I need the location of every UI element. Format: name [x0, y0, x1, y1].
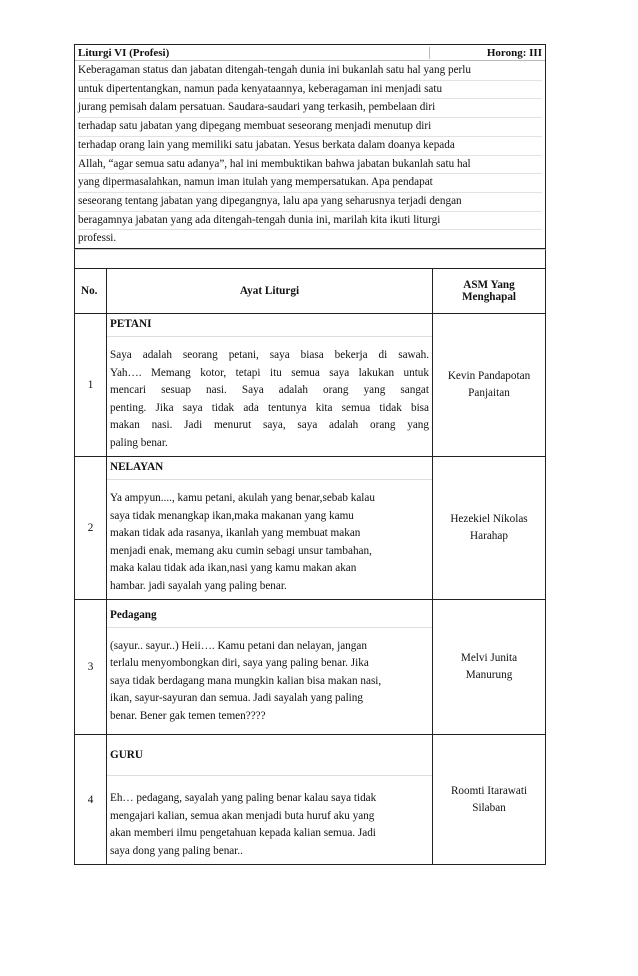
- col-header-asm: [433, 269, 546, 314]
- row-number: 4: [75, 735, 107, 865]
- intro-line: jurang pemisah dalam persatuan. Saudara-saudari yang terkasih, pembelaan diri: [78, 99, 542, 118]
- asm-cell: [433, 735, 546, 865]
- col-header-asm-line1: ASM Yang: [463, 279, 515, 292]
- verse-line: saya dong yang paling benar..: [110, 844, 243, 857]
- verse-title: NELAYAN: [107, 457, 432, 480]
- verse-line: paling benar.: [110, 436, 168, 449]
- asm-cell: [433, 314, 546, 457]
- verse-cell: [107, 457, 433, 600]
- verse-line: mengajari kalian, semua akan menjadi buta huruf aku yang: [110, 809, 375, 822]
- col-header-no: No.: [75, 269, 107, 314]
- asm-name-line1: Kevin Pandapotan: [447, 370, 531, 383]
- row-number: 2: [75, 457, 107, 600]
- verse-text: [107, 776, 432, 864]
- row-number: 3: [75, 600, 107, 735]
- verse-cell: [107, 600, 433, 735]
- col-header-ayat: Ayat Liturgi: [107, 269, 433, 314]
- intro-line: untuk dipertentangkan, namun pada kenyataannya, keberagaman ini menjadi satu: [78, 81, 542, 100]
- header-row: [75, 45, 545, 61]
- verse-line: saya tidak berdagang mana mungkin kalian bisa makan nasi,: [110, 674, 382, 687]
- verse-title: PETANI: [107, 314, 432, 337]
- asm-name-line2: Silaban: [472, 801, 506, 814]
- liturgy-title: Liturgi VI (Profesi): [78, 47, 170, 59]
- verse-line: mencari sesuap nasi. Saya adalah orang yang sangat: [110, 384, 429, 397]
- asm-name-line2: Harahap: [470, 530, 508, 543]
- verse-line: makan tidak ada rasanya, ikanlah yang membuat makan: [110, 527, 361, 540]
- table-row: [75, 600, 546, 735]
- verse-line: terlalu menyombongkan diri, saya yang paling benar. Jika: [110, 657, 369, 670]
- verse-line: hambar. jadi sayalah yang paling benar.: [110, 579, 287, 592]
- asm-cell: [433, 457, 546, 600]
- horong-label: Horong: III: [429, 47, 542, 59]
- verse-line: ikan, sayur-sayuran dan semua. Jadi sayalah yang paling: [110, 692, 363, 705]
- verse-cell: [107, 735, 433, 865]
- verse-title: GURU: [107, 735, 432, 776]
- verse-line: (sayur.. sayur..) Heii…. Kamu petani dan nelayan, jangan: [110, 639, 367, 652]
- verse-line: Saya adalah seorang petani, saya biasa bekerja di sawah.: [110, 349, 429, 362]
- intro-line: yang dipermasalahkan, namun iman itulah yang mempersatukan. Apa pendapat: [78, 174, 542, 193]
- liturgy-sheet: [74, 44, 546, 865]
- row-number: 1: [75, 314, 107, 457]
- table-header-row: [75, 269, 546, 314]
- asm-name-line1: Roomti Itarawati: [450, 784, 528, 797]
- verse-line: Eh… pedagang, sayalah yang paling benar kalau saya tidak: [110, 792, 377, 805]
- verse-title: Pedagang: [107, 605, 432, 628]
- header-block: [74, 44, 546, 249]
- verse-line: saya tidak menangkap ikan,maka makanan yang kamu: [110, 509, 354, 522]
- table-row: [75, 314, 546, 457]
- verse-text: [107, 480, 432, 599]
- intro-line: terhadap satu jabatan yang dipegang membuat seseorang menjadi menutup diri: [78, 118, 542, 137]
- verse-line: benar. Bener gak temen temen????: [110, 709, 266, 722]
- asm-name-line1: Hezekiel Nikolas: [450, 513, 528, 526]
- intro-line: beragamnya jabatan yang ada ditengah-tengah dunia ini, marilah kita ikuti liturgi: [78, 212, 542, 231]
- verse-line: penting. Jika saya tidak ada tentunya kita semua tidak bisa: [110, 401, 429, 414]
- intro-paragraph: [75, 61, 545, 248]
- verse-cell: [107, 314, 433, 457]
- verse-line: menjadi enak, memang aku cumin sebagi unsur tambahan,: [110, 544, 372, 557]
- table-row: [75, 457, 546, 600]
- asm-name-line2: Panjaitan: [468, 387, 510, 400]
- intro-line: terhadap orang lain yang memiliki satu jabatan. Yesus berkata dalam doanya kepada: [78, 137, 542, 156]
- asm-cell: [433, 600, 546, 735]
- asm-name-line2: Manurung: [465, 669, 513, 682]
- asm-name-line1: Melvi Junita: [460, 652, 518, 665]
- col-header-asm-line2: Menghapal: [461, 291, 517, 304]
- verse-line: akan memberi ilmu pengetahuan kepada kalian semua. Jadi: [110, 827, 376, 840]
- verse-line: Yah…. Memang kotor, tetapi itu semua saya lakukan untuk: [110, 366, 429, 379]
- intro-line: Allah, “agar semua satu adanya”, hal ini membuktikan bahwa jabatan bukanlah satu hal: [78, 156, 542, 175]
- table-row: [75, 735, 546, 865]
- spacer-row: [74, 249, 546, 268]
- verse-line: Ya ampyun...., kamu petani, akulah yang benar,sebab kalau: [110, 492, 375, 505]
- verse-text: [107, 628, 432, 730]
- intro-line: Keberagaman status dan jabatan ditengah-tengah dunia ini bukanlah satu hal yang perlu: [78, 62, 542, 81]
- verse-line: makan nasi. Jadi menurut saya, saya adalah orang yang: [110, 419, 429, 432]
- verse-text: [107, 337, 432, 456]
- intro-line: professi.: [78, 232, 117, 245]
- liturgy-table: [74, 268, 546, 865]
- verse-line: maka kalau tidak ada ikan,nasi yang kamu makan akan: [110, 562, 357, 575]
- intro-line: seseorang tentang jabatan yang dipegangnya, lalu apa yang seharusnya terjadi dengan: [78, 193, 542, 212]
